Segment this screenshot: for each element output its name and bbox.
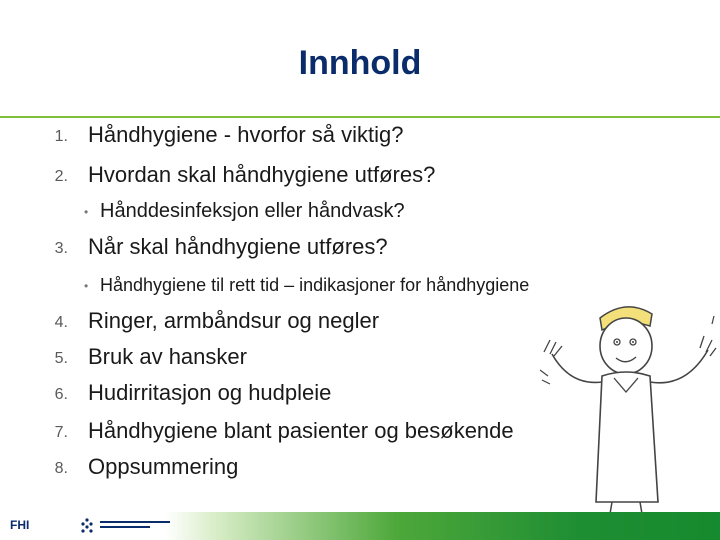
slide-title: Innhold [298,44,422,82]
list-item-number: 4. [54,314,68,331]
list-item-text: Oppsummering [88,454,239,479]
right-hand-icon [700,336,716,356]
left-hand-icon [544,340,562,356]
list-item-text: Håndhygiene - hvorfor så viktig? [88,122,404,147]
list-item-text: Når skal håndhygiene utføres? [88,234,388,259]
list-item-number: 6. [54,386,68,403]
right-arm-icon [650,350,708,383]
list-item-text: Bruk av hansker [88,344,247,369]
list-item-text: Hvordan skal håndhygiene utføres? [88,162,436,187]
list-item-number: 3. [54,240,68,257]
sub-list-item-text: Hånddesinfeksjon eller håndvask? [100,200,405,222]
partner-logo-mark-icon [80,518,94,534]
fhi-logo-text: FHI [10,518,30,532]
head-icon [600,318,652,374]
list-item-number: 8. [54,460,68,477]
list-item-number: 7. [54,424,68,441]
bullet-icon: • [84,279,89,293]
list-item-number: 1. [54,128,68,145]
list-item-number: 5. [54,350,68,367]
sub-list-item-text: Håndhygiene til rett tid – indikasjoner for håndhygiene [100,275,530,295]
list-item-text: Hudirritasjon og hudpleie [88,380,332,405]
list-item-text: Håndhygiene blant pasienter og besøkende [88,418,514,443]
left-arm-icon [552,354,602,382]
partner-logo-icon [80,518,190,536]
cartoon-nurse-illustration [540,296,718,516]
footer-bar [0,512,720,540]
bullet-icon: • [84,205,89,219]
list-item-text: Ringer, armbåndsur og negler [88,308,380,333]
list-item-number: 2. [54,168,68,185]
fhi-logo-icon [10,518,29,530]
